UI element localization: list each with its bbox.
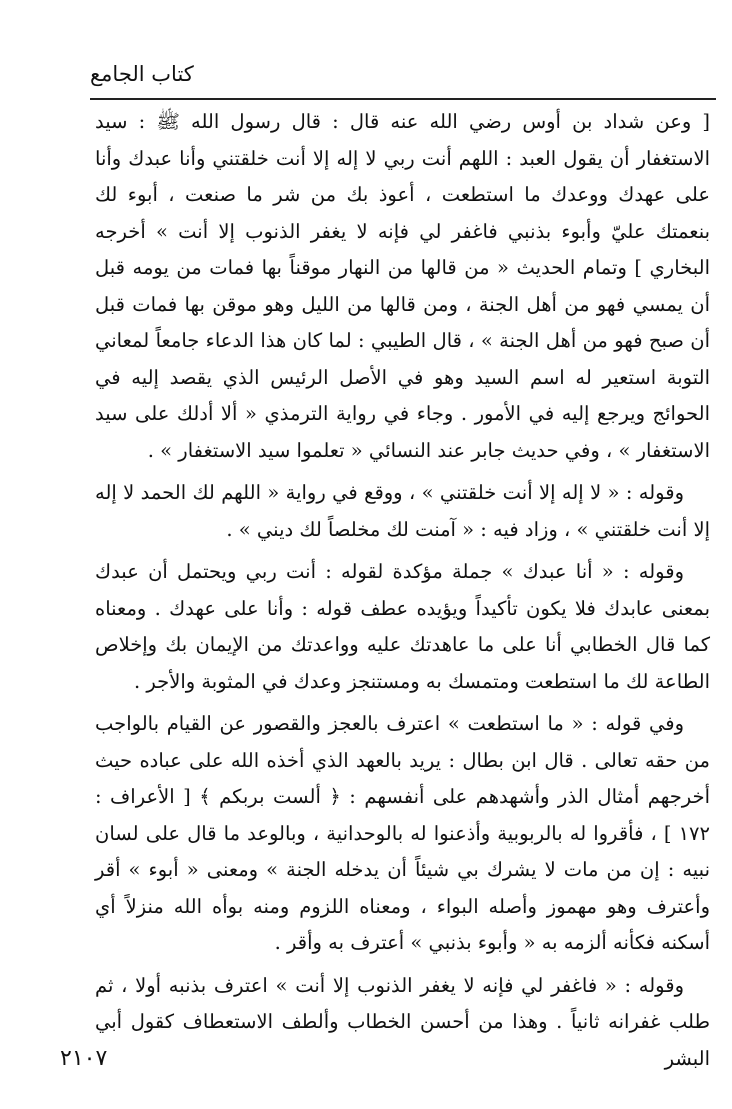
running-header-title: كتاب الجامع [90,62,194,86]
page-number: ٢١٠٧ [60,1046,108,1071]
paragraph-ana-abduka: وقوله : « أنا عبدك » جملة مؤكدة لقوله : أنت ربي ويحتمل أن عبدك بمعنى عابدك فلا يكون تأكيداً ويؤيده عطف قوله : وأنا على عهدك . ومعناه كما قال الخطابي أنا على ما عاهدتك عليه وواعدتك من الإيمان بك وإخلاص الطاعة لك ما استطعت ومتمسك به ومستنجز وعدك في المثوبة والأجر . [95,560,710,693]
paragraph-faghfir-li: وقوله : « فاغفر لي فإنه لا يغفر الذنوب إلا أنت » اعترف بذنبه أولا ، ثم طلب غفرانه ثانياً . وهذا من أحسن الخطاب وألطف الاستعطاف كقول أبي البشر [95,973,710,1070]
paragraph-hadith-sayyid-al-istighfar: [ وعن شداد بن أوس رضي الله عنه قال : قال رسول الله ﷺ : سيد الاستغفار أن يقول العبد : اللهم أنت ربي لا إله إلا أنت خلقتني وأنا عبدك وأنا على عهدك ووعدك ما استطعت ، أعوذ بك من شر ما صنعت ، أبوء لك بنعمتك عليّ وأبوء بذنبي فاغفر لي فإنه لا يغفر الذنوب إلا أنت » أخرجه البخاري ] وتمام الحديث « من قالها من النهار موقناً بها فمات من يومه قبل أن يمسي فهو من أهل الجنة ، ومن قالها من الليل وهو موقن بها فمات قبل أن صبح فهو من أهل الجنة » ، قال الطيبي : لما كان هذا الدعاء جامعاً لمعاني التوبة استعير له اسم السيد وهو في الأصل الرئيس الذي يقصد إليه في الحوائج ويرجع إليه في الأمور . وجاء في رواية الترمذي « ألا أدلك على سيد الاستغفار » ، وفي حديث جابر عند النسائي « تعلموا سيد الاستغفار » . [95,110,710,462]
body-text [95,104,710,1077]
header-rule [90,98,716,100]
paragraph-la-ilaha-illa-anta: وقوله : « لا إله إلا أنت خلقتني » ، ووقع في رواية « اللهم لك الحمد لا إله إلا أنت خلقتني » ، وزاد فيه : « آمنت لك مخلصاً لك ديني » . [95,481,710,541]
paragraph-ma-istata-tu: وفي قوله : « ما استطعت » اعترف بالعجز والقصور عن القيام بالواجب من حقه تعالى . قال ابن بطال : يريد بالعهد الذي أخذه الله على عباده حيث أخرجهم أمثال الذر وأشهدهم على أنفسهم : ﴿ ألست بربكم ﴾ [ الأعراف : ١٧٢ ] ، فأقروا له بالربوبية وأذعنوا له بالوحدانية ، وبالوعد ما قال على لسان نبيه : إن من مات لا يشرك بي شيئاً أن يدخله الجنة » ومعنى « أبوء » أقر وأعترف وهو مهموز وأصله البواء ، ومعناه اللزوم ومنه بوأه الله منزلاً أي أسكنه فكأنه ألزمه به « وأبوء بذنبي » أعترف به وأقر . [95,712,710,954]
